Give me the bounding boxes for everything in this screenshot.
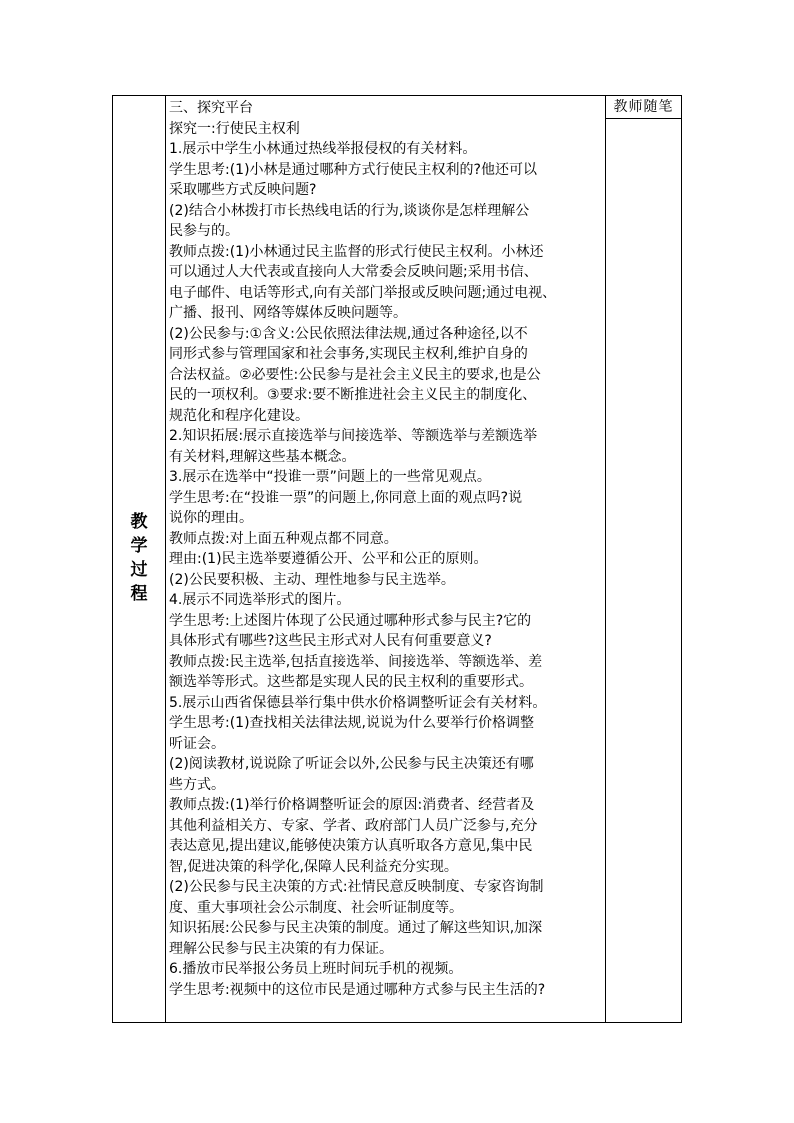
text-line: 度、重大事项社会公示制度、社会听证制度等。 xyxy=(169,899,463,916)
text-line: (2)结合小林拨打市长热线电话的行为,谈谈你是怎样理解公 xyxy=(169,202,530,219)
text-line: 教师点拨:民主选举,包括直接选举、间接选举、等额选举、差 xyxy=(169,653,543,670)
text-line: 说你的理由。 xyxy=(169,510,253,526)
section-title-char: 程 xyxy=(130,584,148,604)
text-line: 同形式参与管理国家和社会事务,实现民主权利,维护自身的 xyxy=(169,346,528,362)
section-title xyxy=(113,510,165,606)
text-line: 具体形式有哪些?这些民主形式对人民有何重要意义? xyxy=(169,633,492,649)
text-line: 合法权益。②必要性:公民参与是社会主义民主的要求,也是公 xyxy=(169,366,541,383)
text-line: 民参与的。 xyxy=(169,223,239,239)
section-title-char: 学 xyxy=(130,536,148,556)
text-line: 学生思考:在“投谁一票”的问题上,你同意上面的观点吗?说 xyxy=(169,489,523,506)
text-line: 额选举等形式。这些都是实现人民的民主权利的重要形式。 xyxy=(169,674,533,690)
text-line: 学生思考:(1)查找相关法律法规,说说为什么要举行价格调整 xyxy=(169,715,534,731)
section-title-char: 过 xyxy=(130,560,148,580)
text-line: 电子邮件、电话等形式,向有关部门举报或反映问题;通过电视、 xyxy=(169,284,557,301)
text-line: 广播、报刊、网络等媒体反映问题等。 xyxy=(169,305,407,321)
text-line: 听证会。 xyxy=(169,735,225,752)
text-line: 学生思考:上述图片体现了公民通过哪种形式参与民主?它的 xyxy=(169,612,532,629)
text-line: 学生思考:视频中的这位市民是通过哪种方式参与民主生活的? xyxy=(169,981,546,998)
text-line: 采取哪些方式反映问题? xyxy=(169,182,317,198)
text-line: 3.展示在选举中“投谁一票”问题上的一些常见观点。 xyxy=(169,469,491,485)
lesson-table xyxy=(112,95,682,1023)
section-label-cell xyxy=(113,96,166,1022)
text-line: (2)公民参与民主决策的方式:社情民意反映制度、专家咨询制 xyxy=(169,879,544,895)
text-line: 可以通过人大代表或直接向人大常委会反映问题;采用书信、 xyxy=(169,264,538,280)
text-line: 1.展示中学生小林通过热线举报侵权的有关材料。 xyxy=(169,141,477,157)
text-line: 表达意见,提出建议,能够使决策方认真听取各方意见,集中民 xyxy=(169,838,533,854)
text-line: 些方式。 xyxy=(169,776,225,793)
text-line: 规范化和程序化建设。 xyxy=(169,407,309,424)
teacher-notes-column xyxy=(605,96,681,1022)
text-line: 知识拓展:公民参与民主决策的制度。通过了解这些知识,加深 xyxy=(169,920,543,936)
text-line: (2)阅读教材,说说除了听证会以外,公民参与民主决策还有哪 xyxy=(169,756,534,772)
text-line: 教师点拨:对上面五种观点都不同意。 xyxy=(169,530,398,547)
teacher-notes-header: 教师随笔 xyxy=(606,96,681,119)
text-line: 民的一项权利。③要求:要不断推进社会主义民主的制度化、 xyxy=(169,387,537,403)
text-line: 教师点拨:(1)举行价格调整听证会的原因:消费者、经营者及 xyxy=(169,797,535,813)
text-line: 其他利益相关方、专家、学者、政府部门人员广泛参与,充分 xyxy=(169,817,538,834)
text-line: (2)公民参与:①含义:公民依照法律法规,通过各种途径,以不 xyxy=(169,325,528,342)
text-line: 智,促进决策的科学化,保障人民利益充分实现。 xyxy=(169,858,458,875)
text-line: 教师点拨:(1)小林通过民主监督的形式行使民主权利。小林还 xyxy=(169,243,544,260)
text-line: 探究一:行使民主权利 xyxy=(169,120,300,137)
text-line: 理由:(1)民主选举要遵循公开、公平和公正的原则。 xyxy=(169,551,488,567)
text-line: 学生思考:(1)小林是通过哪种方式行使民主权利的?他还可以 xyxy=(169,161,537,178)
text-line: (2)公民要积极、主动、理性地参与民主选举。 xyxy=(169,571,455,588)
text-line: 6.播放市民举报公务员上班时间玩手机的视频。 xyxy=(169,961,463,977)
text-line: 4.展示不同选举形式的图片。 xyxy=(169,592,351,608)
text-line: 有关材料,理解这些基本概念。 xyxy=(169,448,356,465)
text-line: 三、探究平台 xyxy=(169,100,253,116)
section-title-char: 教 xyxy=(130,512,148,532)
text-line: 5.展示山西省保德县举行集中供水价格调整听证会有关材料。 xyxy=(169,694,547,711)
content-cell xyxy=(169,98,603,1000)
text-line: 理解公民参与民主决策的有力保证。 xyxy=(169,940,393,957)
text-line: 2.知识拓展:展示直接选举与间接选举、等额选举与差额选举 xyxy=(169,428,538,444)
